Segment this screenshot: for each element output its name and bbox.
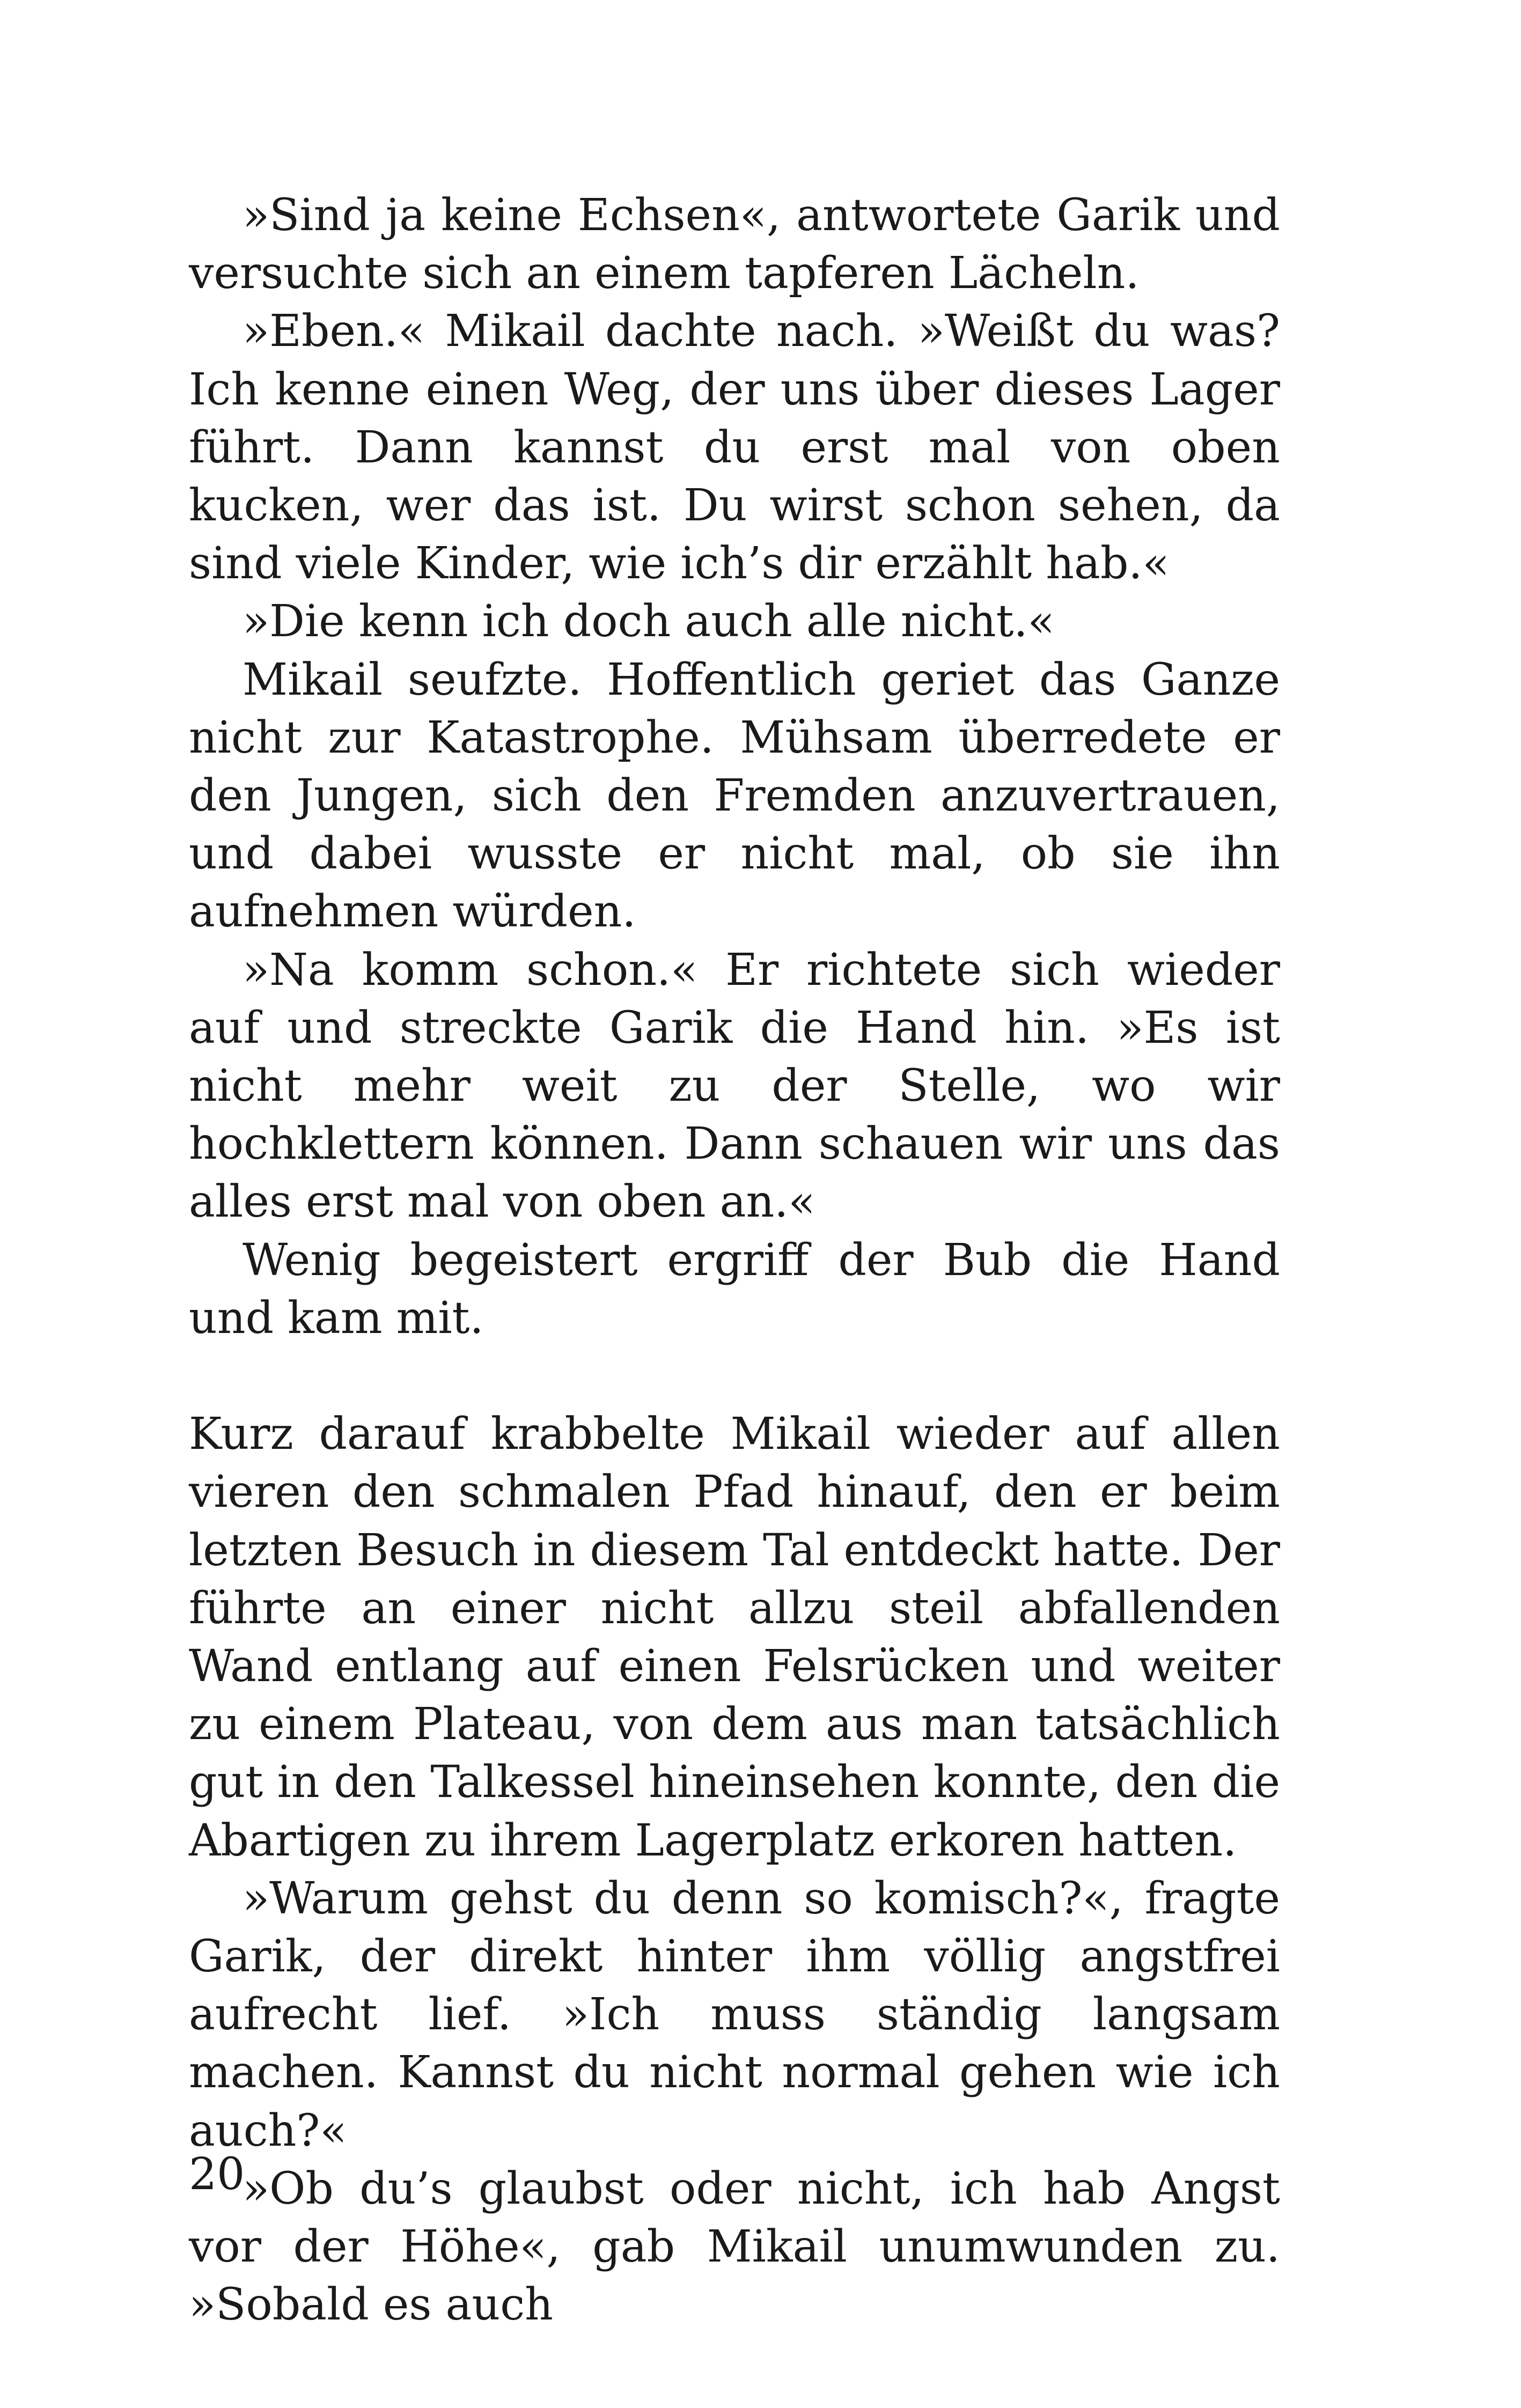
paragraph: Mikail seufzte. Hoffentlich geriet das Ganze nicht zur Katastrophe. Mühsam überredete er den Jungen, sich den Fremden anzuvertrauen, und dabei wusste er nicht mal, ob sie ihn aufnehmen würden. [189, 654, 1280, 938]
scene-break [189, 1347, 1280, 1405]
paragraph: »Eben.« Mikail dachte nach. »Weißt du was? Ich kenne einen Weg, der uns über dieses Lager führt. Dann kannst du erst mal von oben kucken, wer das ist. Du wirst schon sehen, da sind viele Kinder, wie ich’s dir erzählt hab.« [189, 306, 1280, 590]
body-text [189, 187, 1280, 2335]
paragraph: »Na komm schon.« Er richtete sich wieder auf und streckte Garik die Hand hin. »Es ist nicht mehr weit zu der Stelle, wo wir hochklettern können. Dann schauen wir uns das alles erst mal von oben an.« [189, 944, 1280, 1228]
paragraph: »Die kenn ich doch auch alle nicht.« [243, 596, 1055, 647]
page-number: 20 [189, 2149, 245, 2200]
paragraph: »Ob du’s glaubst oder nicht, ich hab Angst vor der Höhe«, gab Mikail unumwunden zu. »Sobald es auch [189, 2163, 1280, 2331]
paragraph: »Sind ja keine Echsen«, antwortete Garik und versuchte sich an einem tapferen Lächeln. [189, 190, 1280, 299]
paragraph: Kurz darauf krabbelte Mikail wieder auf allen vieren den schmalen Pfad hinauf, den er beim letzten Besuch in diesem Tal entdeckt hatte. Der führte an einer nicht allzu steil abfallenden Wand entlang auf einen Felsrücken und weiter zu einem Plateau, von dem aus man tatsächlich gut in den Talkessel hineinsehen konnte, den die Abartigen zu ihrem Lagerplatz erkoren hatten. [189, 1409, 1280, 1866]
paragraph: Wenig begeistert ergriff der Bub die Hand und kam mit. [189, 1234, 1280, 1344]
paragraph: »Warum gehst du denn so komisch?«, fragte Garik, der direkt hinter ihm völlig angstfrei aufrecht lief. »Ich muss ständig langsam machen. Kannst du nicht normal gehen wie ich auch?« [189, 1873, 1280, 2156]
